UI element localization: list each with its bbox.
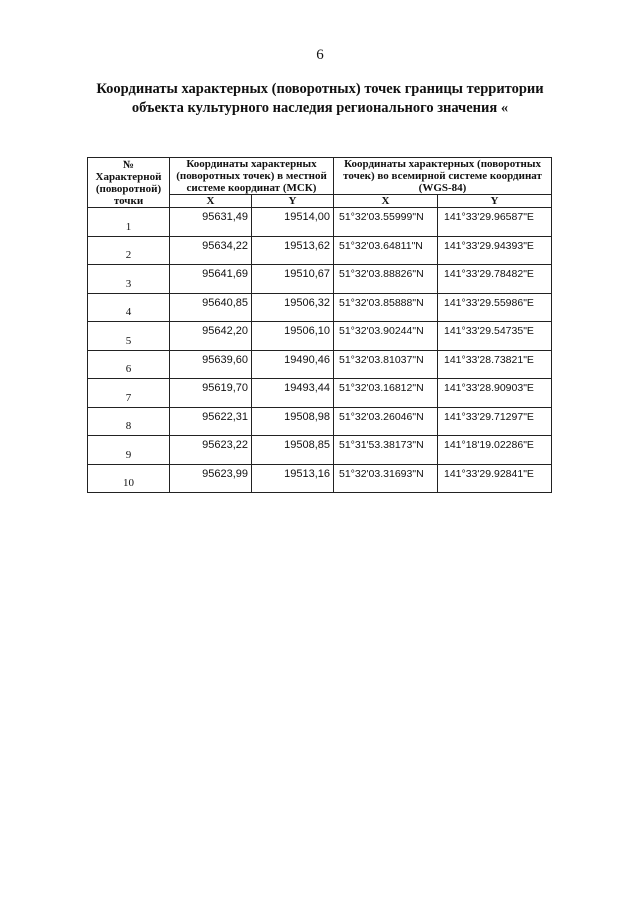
table-row <box>88 265 552 294</box>
cell-point-number: 3 <box>88 265 170 294</box>
cell-point-number: 7 <box>88 379 170 408</box>
cell-x-wgs: 51°32'03.31693"N <box>334 464 438 493</box>
table-body <box>88 208 552 493</box>
subheader-wgs-x: X <box>334 195 438 208</box>
cell-x-wgs: 51°32'03.90244"N <box>334 322 438 351</box>
cell-y-msk: 19513,16 <box>252 464 334 493</box>
cell-y-wgs: 141°33'28.90903"E <box>438 379 552 408</box>
cell-x-msk: 95623,99 <box>170 464 252 493</box>
cell-x-msk: 95642,20 <box>170 322 252 351</box>
cell-y-wgs: 141°33'29.78482"E <box>438 265 552 294</box>
cell-y-msk: 19506,32 <box>252 293 334 322</box>
cell-x-wgs: 51°31'53.38173"N <box>334 436 438 465</box>
cell-y-wgs: 141°33'29.94393"E <box>438 236 552 265</box>
cell-point-number: 1 <box>88 208 170 237</box>
table-row <box>88 322 552 351</box>
title-line-1: Координаты характерных (поворотных) точек границы территории <box>96 81 544 97</box>
title-line-2: объекта культурного наследия регионального значения « <box>131 100 509 116</box>
cell-y-msk: 19514,00 <box>252 208 334 237</box>
cell-x-wgs: 51°32'03.55999"N <box>334 208 438 237</box>
cell-x-wgs: 51°32'03.81037"N <box>334 350 438 379</box>
cell-x-wgs: 51°32'03.26046"N <box>334 407 438 436</box>
cell-x-wgs: 51°32'03.16812"N <box>334 379 438 408</box>
header-wgs-coordinates: Координаты характерных (поворотных точек) во всемирной системе координат (WGS-84) <box>334 158 552 195</box>
cell-y-msk: 19493,44 <box>252 379 334 408</box>
page-number: 6 <box>316 47 324 63</box>
cell-y-msk: 19508,85 <box>252 436 334 465</box>
header-point-number: № Характерной (поворотной) точки <box>88 158 170 208</box>
table-row <box>88 236 552 265</box>
cell-x-msk: 95641,69 <box>170 265 252 294</box>
cell-x-msk: 95623,22 <box>170 436 252 465</box>
cell-y-wgs: 141°33'29.71297"E <box>438 407 552 436</box>
cell-point-number: 9 <box>88 436 170 465</box>
cell-x-msk: 95619,70 <box>170 379 252 408</box>
cell-y-wgs: 141°33'29.54735"E <box>438 322 552 351</box>
subheader-msk-x: X <box>170 195 252 208</box>
document-title <box>60 80 580 118</box>
cell-point-number: 6 <box>88 350 170 379</box>
coordinates-table <box>87 157 552 493</box>
header-msk-coordinates: Координаты характерных (поворотных точек) в местной системе координат (МСК) <box>170 158 334 195</box>
cell-x-msk: 95634,22 <box>170 236 252 265</box>
cell-point-number: 2 <box>88 236 170 265</box>
cell-y-wgs: 141°33'29.92841"E <box>438 464 552 493</box>
table-row <box>88 464 552 493</box>
table-row <box>88 208 552 237</box>
table-row <box>88 407 552 436</box>
cell-x-wgs: 51°32'03.64811"N <box>334 236 438 265</box>
cell-point-number: 5 <box>88 322 170 351</box>
cell-x-wgs: 51°32'03.88826"N <box>334 265 438 294</box>
cell-y-wgs: 141°33'29.96587"E <box>438 208 552 237</box>
cell-x-msk: 95640,85 <box>170 293 252 322</box>
cell-x-msk: 95631,49 <box>170 208 252 237</box>
cell-point-number: 4 <box>88 293 170 322</box>
subheader-msk-y: Y <box>252 195 334 208</box>
cell-x-msk: 95639,60 <box>170 350 252 379</box>
table-row <box>88 293 552 322</box>
cell-y-wgs: 141°18'19.02286"E <box>438 436 552 465</box>
cell-y-msk: 19508,98 <box>252 407 334 436</box>
cell-x-wgs: 51°32'03.85888"N <box>334 293 438 322</box>
cell-y-msk: 19510,67 <box>252 265 334 294</box>
cell-y-msk: 19490,46 <box>252 350 334 379</box>
cell-point-number: 8 <box>88 407 170 436</box>
table-row <box>88 436 552 465</box>
cell-point-number: 10 <box>88 464 170 493</box>
table-row <box>88 379 552 408</box>
table-row <box>88 350 552 379</box>
cell-y-wgs: 141°33'29.55986"E <box>438 293 552 322</box>
cell-y-msk: 19506,10 <box>252 322 334 351</box>
subheader-wgs-y: Y <box>438 195 552 208</box>
cell-x-msk: 95622,31 <box>170 407 252 436</box>
cell-y-msk: 19513,62 <box>252 236 334 265</box>
cell-y-wgs: 141°33'28.73821"E <box>438 350 552 379</box>
